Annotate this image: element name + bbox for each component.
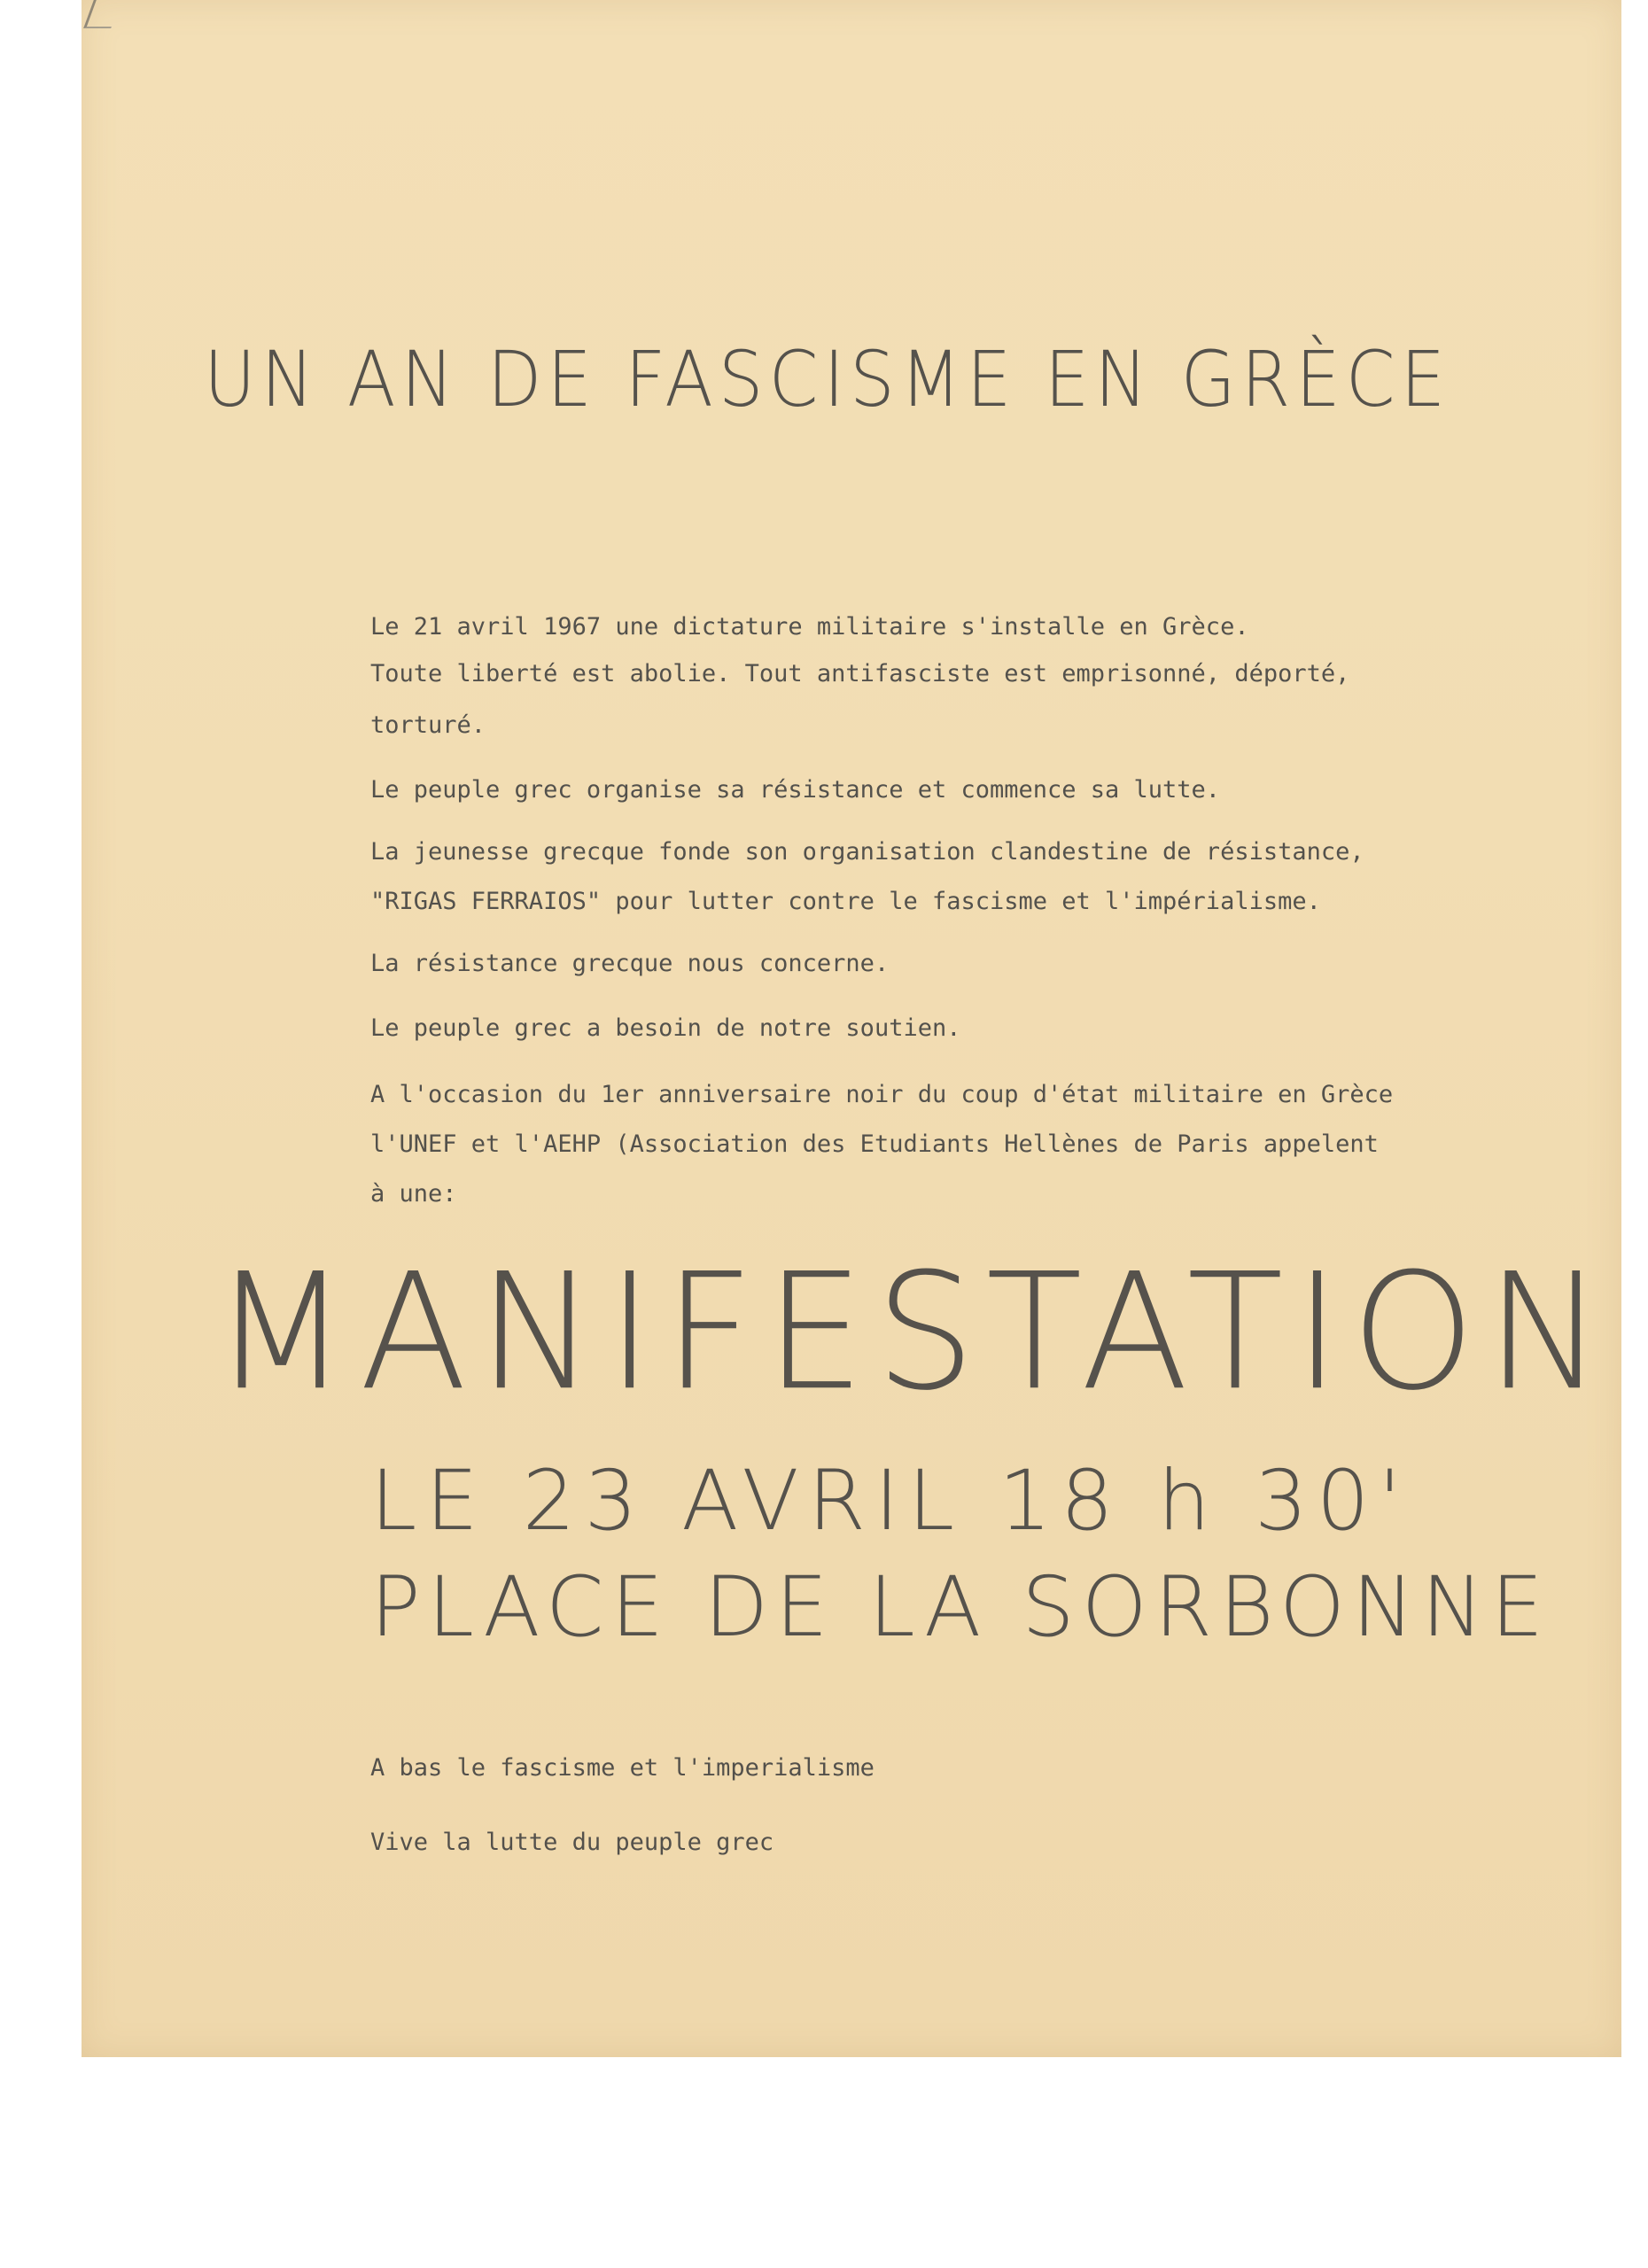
slogan-line: Vive la lutte du peuple grec (370, 1829, 774, 1856)
paragraph-line: La jeunesse grecque fonde son organisation clandestine de résistance, (370, 838, 1364, 866)
paragraph-line: Le 21 avril 1967 une dictature militaire s'installe en Grèce. (370, 613, 1249, 641)
paragraph-line: A l'occasion du 1er anniversaire noir du coup d'état militaire en Grèce (370, 1081, 1394, 1108)
poster-heading: UN AN DE FASCISME EN GRÈCE (204, 335, 1451, 424)
slogan-line: A bas le fascisme et l'imperialisme (370, 1754, 875, 1782)
event-date: LE 23 AVRIL 18 h 30' (370, 1453, 1411, 1550)
paragraph-line: La résistance grecque nous concerne. (370, 950, 890, 977)
paragraph-line: l'UNEF et l'AEHP (Association des Etudiants Hellènes de Paris appelent (370, 1130, 1379, 1158)
paragraph-line: Le peuple grec a besoin de notre soutien. (370, 1014, 961, 1042)
paragraph-line: "RIGAS FERRAIOS" pour lutter contre le fascisme et l'impérialisme. (370, 888, 1321, 915)
event-place: PLACE DE LA SORBONNE (370, 1559, 1551, 1656)
paragraph-line: Le peuple grec organise sa résistance et commence sa lutte. (370, 776, 1221, 804)
paragraph-line: Toute liberté est abolie. Tout antifasciste est emprisonné, déporté, (370, 660, 1350, 687)
paragraph-line: torturé. (370, 711, 486, 739)
manifestation-title: MANIFESTATION (213, 1239, 1615, 1426)
paragraph-line: à une: (370, 1180, 457, 1208)
